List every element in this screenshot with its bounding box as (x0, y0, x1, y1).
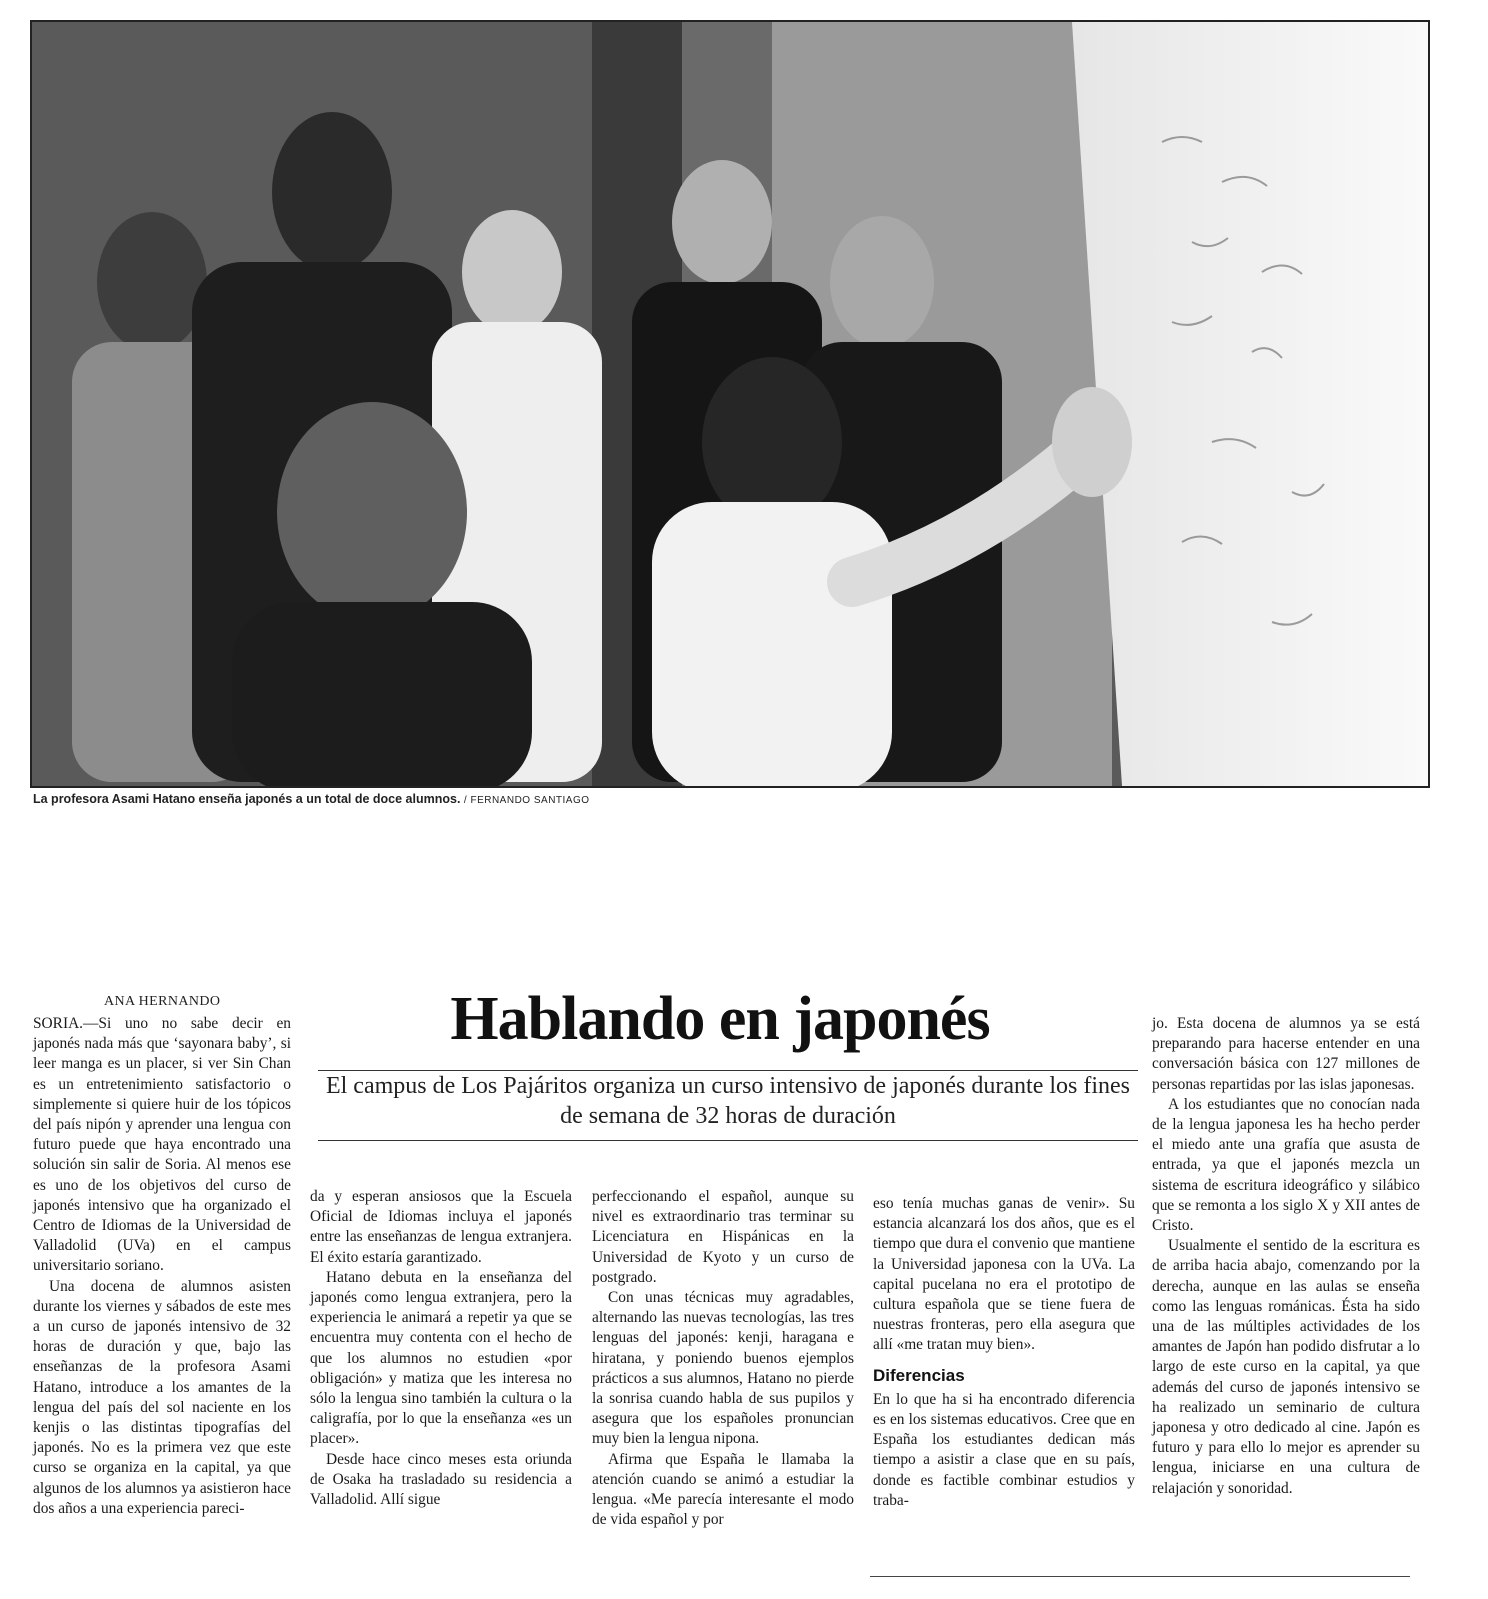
classroom-photo-icon (32, 22, 1428, 786)
headline-rule-bottom (318, 1140, 1138, 1141)
paragraph: Con unas técnicas muy agradables, alternando las nuevas tecnologías, las tres lenguas del japonés: kenji, haragana e hiratana, y poniendo buenos ejemplos prácticos a sus alumnos, Hatano no pierde la sonrisa cuando habla de sus pupilos y asegura que los españoles pronuncian muy bien la lengua nipona. (592, 1289, 854, 1448)
article-column-4 (873, 1194, 1135, 1511)
paragraph: A los estudiantes que no conocían nada de la lengua japonesa les ha hecho perder el miedo ante una grafía que asusta de entrada, ya que el japonés mezcla un sistema de escritura ideográfico y silábico que se remonta a los siglo X y XII antes de Cristo. (1152, 1095, 1420, 1235)
paragraph: En lo que ha si ha encontrado diferencia es en los sistemas educativos. Cree que en España los estudiantes dedican más tiempo a asistir a clase que en su país, donde es factible combinar estudios y traba- (873, 1390, 1135, 1509)
byline: ANA HERNANDO (104, 994, 221, 1009)
paragraph: Usualmente el sentido de la escritura es de arriba hacia abajo, comenzando por la derecha, aunque en las aulas se enseña como las lenguas románicas. Ésta ha sido una de las múltiples actividades de los amantes de Japón han podido disfrutar a lo largo de este curso en la capital, ya que además del curso de japonés intensivo se ha realizado un seminario de cultura japonesa y otro dedicado al cine. Japón es futuro y para ello lo mejor es aprender su lengua, iniciarse en una cultura de relajación y sonoridad. (1152, 1237, 1420, 1497)
paragraph: jo. Esta docena de alumnos ya se está preparando para hacerse entender en una conversación básica con 127 millones de personas repartidas por las islas japonesas. (1152, 1015, 1420, 1093)
photo-credit: / FERNANDO SANTIAGO (463, 795, 590, 806)
article-column-1 (33, 1014, 291, 1519)
caption-text: La profesora Asami Hatano enseña japonés a un total de doce alumnos. (33, 792, 461, 806)
article-photo (30, 20, 1430, 788)
paragraph: da y esperan ansiosos que la Escuela Oficial de Idiomas incluya el japonés entre las enseñanzas de lengua extranjera. El éxito estaría garantizado. (310, 1188, 572, 1266)
paragraph: Afirma que España le llamaba la atención cuando se animó a estudiar la lengua. «Me parecía interesante el modo de vida español y por (592, 1450, 854, 1529)
paragraph: perfeccionando el español, aunque su nivel es extraordinario tras terminar su Licenciatura en Hispánicas en la Universidad de Kyoto y un curso de postgrado. (592, 1188, 854, 1286)
paragraph: SORIA.—Si uno no sabe decir en japonés nada más que ‘sayonara baby’, si leer manga es un placer, si ver Sin Chan es un entretenimiento satisfactorio o simplemente si quiere huir de los tópicos del país nipón y aprender una lengua con futuro puede que haya encontrado una solución sin salir de Soria. Al menos ese es uno de los objetivos del curso de japonés intensivo que ha organizado el Centro de Idiomas de la Universidad de Valladolid (UVa) en el campus universitario soriano. (33, 1015, 291, 1275)
paragraph: Hatano debuta en la enseñanza del japonés como lengua extranjera, pero la experiencia le animará a repetir ya que se encuentra muy contenta con el hecho de que los alumnos no estudien «por obligación» y matiza que les interesa no sólo la lengua sino también la cultura o la caligrafía, por lo que la enseñanza «es un placer». (310, 1268, 572, 1448)
photo-caption (33, 792, 1033, 806)
paragraph: eso tenía muchas ganas de venir». Su estancia alcanzará los dos años, que es el tiempo que dura el convenio que mantiene la Universidad japonesa con la UVa. La capital pucelana no era el prototipo de cultura española que se tiene fuera de nuestras fronteras, pero ella asegura que allí «me tratan muy bien». (873, 1195, 1135, 1354)
section-subheading: Diferencias (873, 1365, 965, 1385)
article-column-3 (592, 1187, 854, 1530)
subheadline: El campus de Los Pajáritos organiza un curso intensivo de japonés durante los fines de semana de 32 horas de duración (325, 1073, 1131, 1129)
article-column-5 (1152, 1014, 1420, 1499)
paragraph: Una docena de alumnos asisten durante los viernes y sábados de este mes a un curso de japonés intensivo de 32 horas de duración y que, bajo las enseñanzas de la profesora Asami Hatano, introduce a los amantes de la lengua del país del sol naciente en los kenjis o las distintas tipografías del japonés. No es la primera vez que este curso se organiza en la capital, ya que algunos de los alumnos ya asistieron hace dos años a una experiencia pareci- (33, 1277, 291, 1517)
bottom-rule (870, 1576, 1410, 1577)
headline: Hablando en japonés (450, 985, 990, 1053)
article-column-2 (310, 1187, 572, 1510)
paragraph: Desde hace cinco meses esta oriunda de Osaka ha trasladado su residencia a Valladolid. Allí sigue (310, 1450, 572, 1509)
